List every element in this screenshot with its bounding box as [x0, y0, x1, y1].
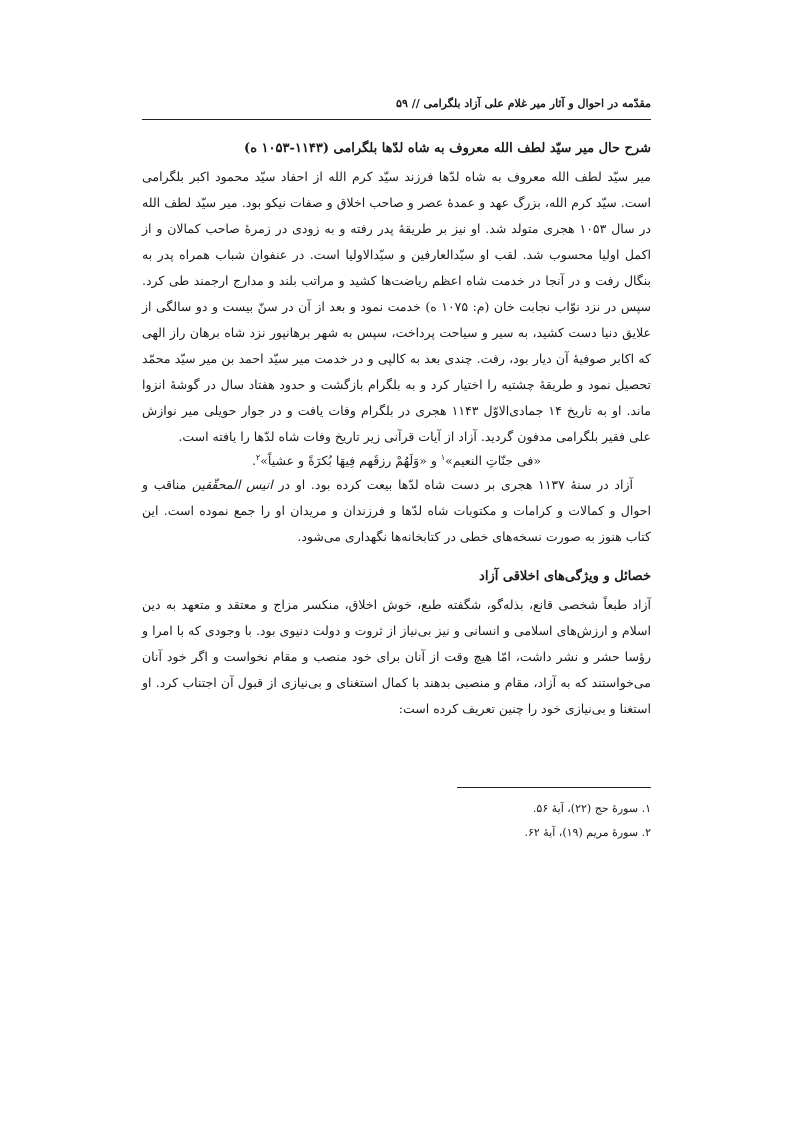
quote-end: . — [251, 453, 256, 468]
quote-joiner: و — [426, 453, 441, 468]
footnote-rule — [457, 787, 651, 788]
main-content — [142, 138, 651, 722]
running-header: مقدّمه در احوال و آثار میر غلام علی آزاد بلگرامی // ۵۹ — [396, 97, 651, 110]
quote-part-1: «فی جنّاتِ النعیم» — [445, 453, 542, 468]
bayat-text-start: آزاد در سنهٔ ۱۱۳۷ هجری بر دست شاه لدّها بیعت کرده بود. او در — [272, 477, 633, 492]
footnote-1: ۱. سورهٔ حج (۲۲)، آیهٔ ۵۶. — [532, 802, 651, 815]
book-title-anis: انیس المحقّقین — [191, 477, 273, 492]
quote-part-2: «وَلَهُمْ رزقَهم فِیهَا بُکرَةً و عشیاً» — [260, 453, 427, 468]
bayat-text-end: مناقب و احوال و کمالات و کرامات و مکتوبات شاه لدّها و فرزندان و مریدان او را جمع نموده است. این کتاب هنوز به صورت نسخه‌های خطی در کتابخانه‌ها نگهداری می‌شود. — [142, 477, 651, 544]
section-heading-biography: شرح حال میر سیّد لطف الله معروف به شاه لدّها بلگرامی (۱۱۴۳-۱۰۵۳ ه) — [244, 141, 651, 156]
footnote-2: ۲. سورهٔ مریم (۱۹)، آیهٔ ۶۲. — [524, 826, 651, 839]
traits-paragraph: آزاد طبعاً شخصی قانع، بذله‌گو، شگفته طبع، خوش اخلاق، منکسر مزاج و معتقد و متعهد به دین اسلام و ارزش‌های اسلامی و انسانی و نیز بی‌نیاز از ثروت و دولت دنیوی بود. با وجودی که با امرا و رؤسا حشر و نشر داشت، امّا هیچ وقت از آنان برای خود منصب و مقام نخواست و اگر خود آنان می‌خواستند که به آزاد، مقام و منصبی بدهند با کمال استغنای و بی‌نیازی از قبول آن اجتناب کرد. او استغنا و بی‌نیازی خود را چنین تعریف کرده است: — [142, 597, 651, 716]
bayat-paragraph — [142, 472, 651, 550]
biography-paragraph: میر سیّد لطف الله معروف به شاه لدّها فرزند سیّد کرم الله از احفاد سیّد محمود اکبر بلگرامی است. سیّد کرم الله، بزرگ عهد و عمدهٔ عصر و صاحب اخلاق و صفات نیکو بود. میر سیّد لطف الله در سال ۱۰۵۳ هجری متولد شد. او نیز بر طریقهٔ پدر رفته و به زودی در زمرهٔ صاحب کمالان و از اکمل اولیا محسوب شد. لقب او سیّدالعارفین و سیّدالاولیا است. در عنفوان شباب همراه پدر به بنگال رفت و در آنجا در خدمت شاه اعظم ریاضت‌ها کشید و مراتب بلند و مدارج ارجمند طی کرد. سپس در نزد نوّاب نجابت خان (م: ۱۰۷۵ ه) خدمت نمود و بعد از آن در سنّ بیست و دو سالگی از علایق دنیا دست کشید، به سیر و سیاحت پرداخت، سپس به شهر برهانپور نزد شاه برهان راز الهی که اکابر صوفیهٔ آن دیار بود، رفت. چندی بعد به کالپی و در خدمت میر سیّد احمد بن میر سیّد محمّد تحصیل نمود و طریقهٔ چشتیه را اختیار کرد و به بلگرام بازگشت و حدود هفتاد سال در گوشهٔ انزوا ماند. او به تاریخ ۱۴ جمادی‌الاوّل ۱۱۴۳ هجری در بلگرام وفات یافت و در جوار حویلی میر نوازش علی فقیر بلگرامی مدفون گردید. آزاد از آیات قرآنی زیر تاریخ وفات شاه لدّها را یافته است. — [142, 169, 652, 444]
footnotes — [142, 797, 651, 845]
footnote-ref-2[interactable]: ۲ — [255, 452, 261, 462]
section-heading-traits: خصائل و ویژگی‌های اخلاقی آزاد — [479, 569, 651, 584]
footnote-ref-1[interactable]: ۱ — [440, 452, 446, 462]
header-rule — [142, 119, 651, 120]
quran-quote — [142, 450, 651, 472]
